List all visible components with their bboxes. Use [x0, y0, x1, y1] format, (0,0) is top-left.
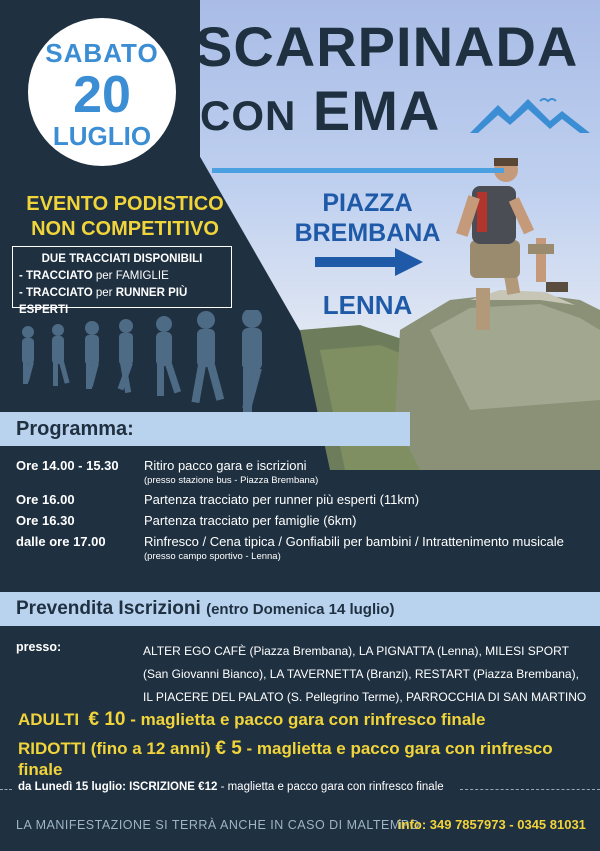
event-type-line2: NON COMPETITIVO	[31, 218, 219, 240]
list-item	[16, 534, 596, 562]
track-runners: - TRACCIATO per RUNNER PIÙ ESPERTI	[19, 287, 188, 316]
divider-left	[0, 789, 12, 790]
presso-label: presso:	[16, 640, 62, 654]
divider-right	[460, 789, 600, 790]
footer-info: info: 349 7857973 - 0345 81031	[398, 817, 586, 832]
program-time: dalle ore 17.00	[16, 534, 106, 549]
list-item	[16, 492, 596, 507]
route-to: LENNA	[322, 290, 413, 320]
date-badge	[28, 18, 176, 166]
list-item	[16, 513, 596, 528]
tracks-heading: DUE TRACCIATI DISPONIBILI	[41, 253, 203, 265]
program-note: (presso campo sportivo - Lenna)	[144, 551, 281, 562]
program-text: Rinfresco / Cena tipica / Gonfiabili per bambini / Intrattenimento musicale	[144, 534, 564, 549]
mountain-logo-icon	[470, 95, 590, 135]
title-line1: SCARPINADA	[195, 15, 579, 78]
route-from-line1: PIAZZA	[322, 189, 413, 217]
price-ridotti: RIDOTTI (fino a 12 anni) € 5 - maglietta e pacco gara con rinfresco finale	[18, 738, 553, 779]
event-type	[20, 192, 230, 242]
badge-day: 20	[73, 66, 131, 124]
locations-line: ALTER EGO CAFÈ (Piazza Brembana), LA PIGNATTA (Lenna), MILESI SPORT	[143, 644, 569, 658]
late-registration: da Lunedì 15 luglio: ISCRIZIONE €12 - maglietta e pacco gara con rinfresco finale	[18, 781, 444, 793]
locations-line: (San Giovanni Bianco), LA TAVERNETTA (Branzi), RESTART (Piazza Brembana),	[143, 667, 579, 681]
list-item	[16, 458, 596, 486]
runners-silhouette-icon	[14, 310, 284, 420]
prevendita-band	[0, 592, 600, 626]
program-text: Partenza tracciato per runner più esperti (11km)	[144, 492, 420, 507]
prevendita-heading: Prevendita Iscrizioni (entro Domenica 14 luglio)	[16, 598, 395, 619]
price-adulti: ADULTI € 10 - maglietta e pacco gara con rinfresco finale	[18, 709, 486, 730]
title-line2	[200, 78, 440, 143]
programma-band	[0, 412, 410, 446]
programma-list	[16, 458, 596, 568]
program-text: Ritiro pacco gara e iscrizioni	[144, 458, 307, 473]
badge-month: LUGLIO	[52, 121, 152, 151]
title-con: CON	[200, 92, 297, 139]
program-time: Ore 16.00	[16, 492, 75, 507]
title-ema: EMA	[312, 79, 441, 142]
program-time: Ore 16.30	[16, 513, 75, 528]
presale-locations	[143, 640, 593, 709]
arrow-right-icon	[315, 248, 425, 276]
title-underline	[212, 168, 504, 173]
prevendita-deadline: (entro Domenica 14 luglio)	[206, 601, 395, 618]
programma-heading: Programma:	[16, 418, 134, 440]
footer-notice: LA MANIFESTAZIONE SI TERRÀ ANCHE IN CASO DI MALTEMPO	[16, 818, 420, 832]
track-families: - TRACCIATO per FAMIGLIE	[19, 270, 169, 282]
program-note: (presso stazione bus - Piazza Brembana)	[144, 475, 319, 486]
locations-line: IL PIACERE DEL PALATO (S. Pellegrino Terme), PARROCCHIA DI SAN MARTINO	[143, 690, 587, 704]
badge-day-name: SABATO	[45, 38, 159, 68]
event-type-line1: EVENTO PODISTICO	[26, 193, 224, 215]
route-from-line2: BREMBANA	[294, 219, 441, 247]
program-text: Partenza tracciato per famiglie (6km)	[144, 513, 357, 528]
program-time: Ore 14.00 - 15.30	[16, 458, 119, 473]
tracks-box	[12, 246, 232, 316]
